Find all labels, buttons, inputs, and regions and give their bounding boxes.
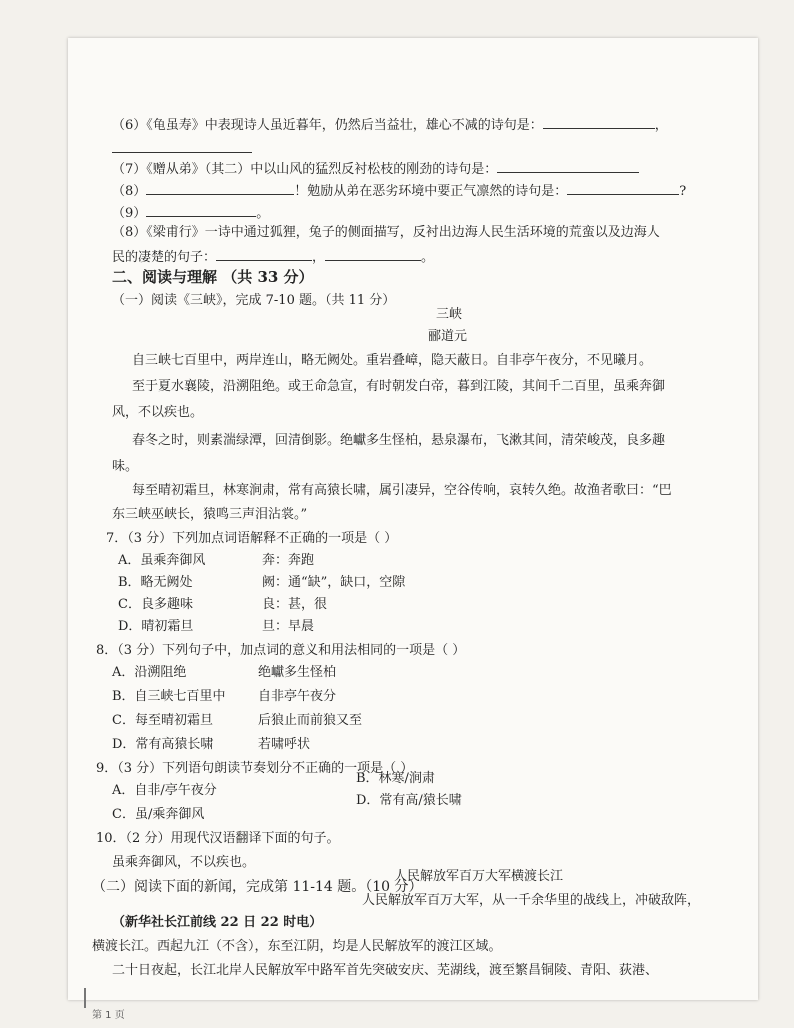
question-8-fill: （8） ！勉励从弟在恶劣环境中要正气凛然的诗句是： ?: [112, 180, 686, 201]
q7-option-c: C．良多趣味: [118, 597, 193, 612]
part-one-heading: （一）阅读《三峡》，完成 7-10 题。（共 11 分）: [112, 293, 396, 308]
q8-option-b: B．自三峡七百里中: [112, 689, 226, 704]
answer-blank: [146, 180, 294, 195]
question-liangfu-cont: 民的凄楚的句子： ， 。: [112, 246, 434, 267]
q9-option-d: D．常有高/猿长啸: [356, 793, 462, 808]
question-7: 7．（3 分）下列加点词语解释不正确的一项是（ ）: [106, 531, 398, 546]
answer-blank: [146, 202, 256, 217]
question-8: 8．（3 分）下列句子中，加点词的意义和用法相同的一项是（ ）: [96, 643, 466, 658]
q10-sentence: 虽乘奔御风，不以疾也。: [112, 855, 256, 870]
q8-option-a-pair: 绝巘多生怪柏: [258, 665, 337, 680]
passage-p2-cont: 风，不以疾也。: [112, 405, 204, 420]
news-dateline: （新华社长江前线 22 日 22 时电）: [112, 915, 323, 930]
q7-option-b: B．略无阙处: [118, 575, 193, 590]
answer-blank: [112, 138, 252, 153]
passage-p4: 每至晴初霜旦，林寒涧肃，常有高猿长啸，属引凄异，空谷传响，哀转久绝。故渔者歌曰：“巴: [132, 483, 672, 498]
q9-option-c: C．虽/乘奔御风: [112, 807, 205, 822]
answer-blank: [543, 114, 655, 129]
question-liangfu: （8）《梁甫行》一诗中通过狐狸，兔子的侧面描写，反衬出边海人民生活环境的荒蛮以及边海人: [112, 225, 660, 240]
q7-option-a: A．虽乘奔御风: [118, 553, 206, 568]
passage-p1: 自三峡七百里中，两岸连山，略无阙处。重岩叠嶂，隐天蔽日。自非亭午夜分，不见曦月。: [132, 353, 653, 368]
q8-option-d-pair: 若啸呼状: [258, 737, 311, 752]
q9-option-a: A．自非/亭午夜分: [112, 783, 217, 798]
text-author: 郦道元: [428, 329, 468, 344]
part-two-heading: （二）阅读下面的新闻，完成第 11-14 题。（10 分）: [92, 879, 423, 895]
question-9: 9．（3 分）下列语句朗读节奏划分不正确的一项是（ ）: [96, 761, 414, 776]
answer-line-6b: [112, 138, 252, 159]
passage-p4-cont: 东三峡巫峡长，猿鸣三声泪沾裳。”: [112, 507, 308, 522]
page-number: 第 1 页: [92, 1010, 125, 1021]
news-line-3: 二十日夜起，长江北岸人民解放军中路军首先突破安庆、芜湖线，渡至繁昌铜陵、青阳、荻港、: [112, 963, 659, 978]
q8-option-a: A．沿溯阻绝: [112, 665, 187, 680]
q7-option-d: D．晴初霜旦: [118, 619, 194, 634]
question-9-fill: （9） 。: [112, 202, 269, 223]
news-title: 人民解放军百万大军横渡长江: [394, 869, 564, 884]
q7-option-d-gloss: 旦：早晨: [262, 619, 315, 634]
q8-option-c-pair: 后狼止而前狼又至: [258, 713, 363, 728]
section-heading: 二、阅读与理解 （共 33 分）: [112, 268, 314, 286]
answer-blank: [497, 158, 639, 173]
q8-option-c: C．每至晴初霜旦: [112, 713, 213, 728]
q8-option-b-pair: 自非亭午夜分: [258, 689, 337, 704]
passage-p2: 至于夏水襄陵，沿溯阻绝。或王命急宣，有时朝发白帝，暮到江陵，其间千二百里，虽乘奔御: [132, 379, 666, 394]
q7-option-c-gloss: 良：甚，很: [262, 597, 328, 612]
q7-option-a-gloss: 奔：奔跑: [262, 553, 315, 568]
answer-blank: [325, 246, 421, 261]
passage-p3-cont: 味。: [112, 459, 139, 474]
question-6: （6）《龟虽寿》中表现诗人虽近暮年，仍然后当益壮，雄心不减的诗句是： ，: [112, 114, 668, 135]
answer-blank: [567, 180, 679, 195]
q9-option-b: B．林寒/涧肃: [356, 771, 435, 786]
question-10: 10．（2 分）用现代汉语翻译下面的句子。: [96, 831, 340, 846]
page-edge: [84, 988, 86, 1008]
q7-option-b-gloss: 阙：通“缺”，缺口，空隙: [262, 575, 406, 590]
q8-option-d: D．常有高猿长啸: [112, 737, 214, 752]
text-title: 三峡: [436, 307, 463, 322]
passage-p3: 春冬之时，则素湍绿潭，回清倒影。绝巘多生怪柏，悬泉瀑布，飞漱其间，清荣峻茂，良多趣: [132, 433, 666, 448]
news-line-1: 人民解放军百万大军，从一千余华里的战线上，冲破敌阵，: [362, 893, 701, 908]
news-line-2: 横渡长江。西起九江（不含），东至江阴，均是人民解放军的渡江区域。: [92, 939, 502, 954]
answer-blank: [216, 246, 312, 261]
question-7-fill: （7）《赠从弟》（其二）中以山风的猛烈反衬松枝的刚劲的诗句是：: [112, 158, 639, 179]
